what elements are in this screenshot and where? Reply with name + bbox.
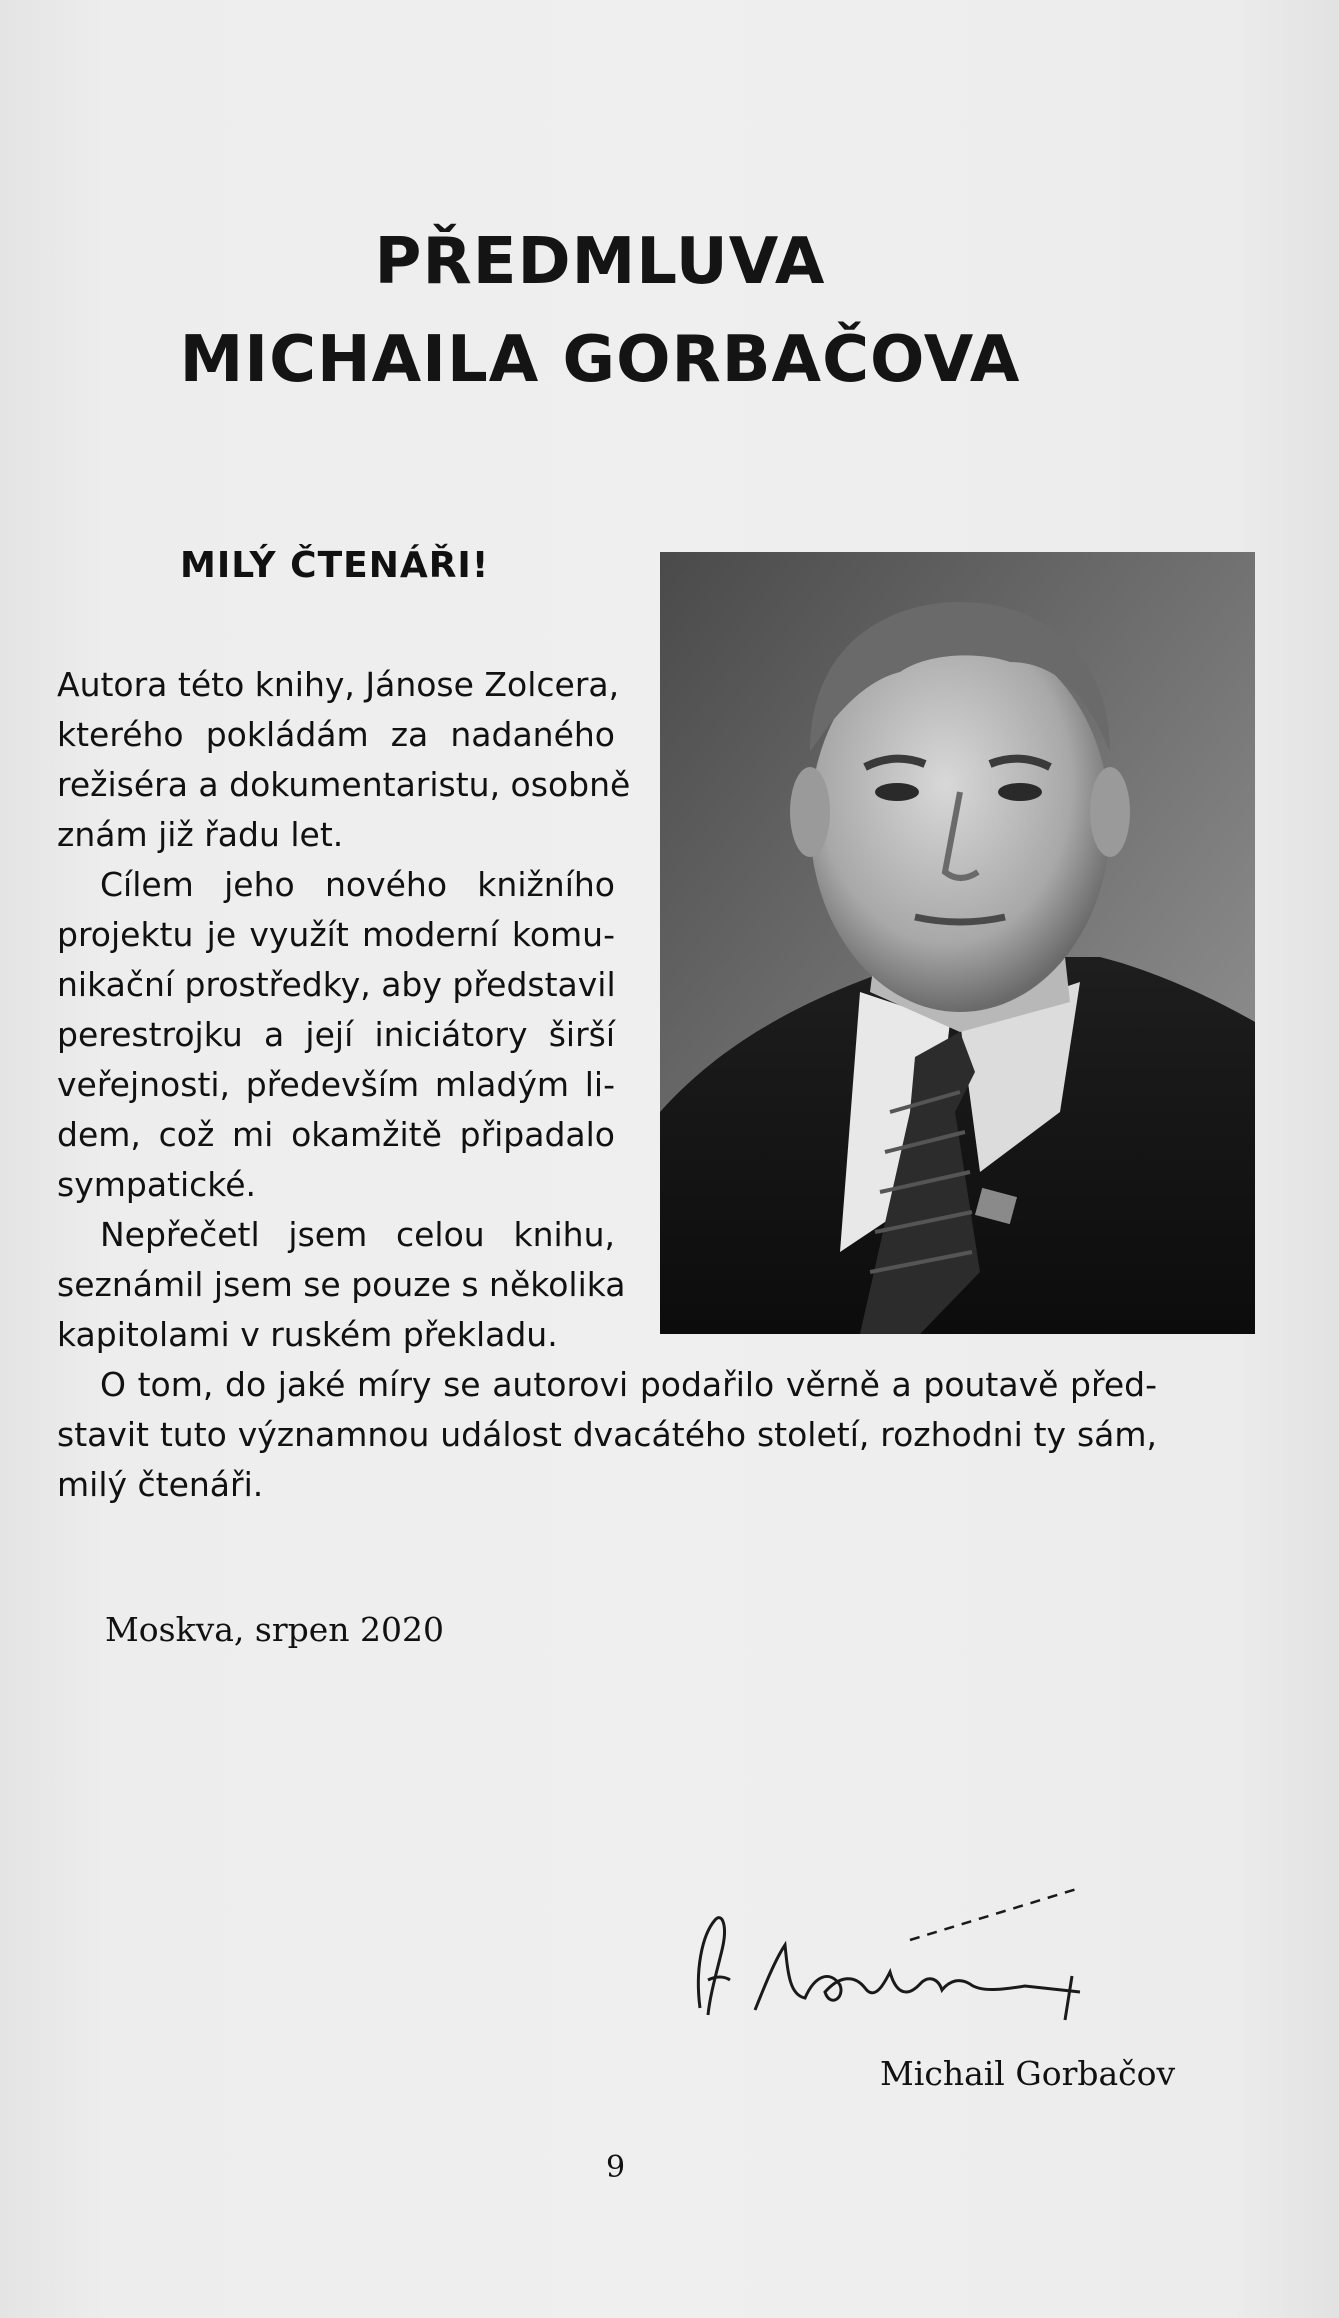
place-and-date: Moskva, srpen 2020 (105, 1610, 444, 1649)
body-line: projektu je využít moderní komu- (57, 915, 615, 954)
body-line: perestrojku a její iniciátory širší (57, 1015, 615, 1054)
body-line: Nepřečetl jsem celou knihu, (100, 1215, 615, 1254)
body-line: Cílem jeho nového knižního (100, 865, 615, 904)
body-line: stavit tuto významnou událost dvacátého století, rozhodni ty sám, (57, 1415, 1157, 1454)
body-line: režiséra a dokumentaristu, osobně (57, 765, 631, 804)
body-line: milý čtenáři. (57, 1465, 264, 1504)
body-line: kterého pokládám za nadaného (57, 715, 615, 754)
handwritten-signature (680, 1880, 1180, 2040)
page-number: 9 (606, 2150, 626, 2185)
page-title-line-2: MICHAILA GORBAČOVA (179, 323, 1021, 397)
portrait-illustration (660, 552, 1255, 1334)
signer-name: Michail Gorbačov (880, 2054, 1176, 2093)
body-line: sympatické. (57, 1165, 257, 1204)
body-line: dem, což mi okamžitě připadalo (57, 1115, 615, 1154)
page-title-line-1: PŘEDMLUVA (374, 225, 826, 299)
author-portrait-photo (660, 552, 1255, 1334)
body-line: nikační prostředky, aby představil (57, 965, 616, 1004)
body-line: seznámil jsem se pouze s několika (57, 1265, 626, 1304)
body-line: veřejnosti, především mladým li- (57, 1065, 615, 1104)
body-line: Autora této knihy, Jánose Zolcera, (57, 665, 620, 704)
body-line: znám již řadu let. (57, 815, 344, 854)
body-line: O tom, do jaké míry se autorovi podařilo věrně a poutavě před- (100, 1365, 1157, 1404)
body-line: kapitolami v ruském překladu. (57, 1315, 558, 1354)
greeting-heading: MILÝ ČTENÁŘI! (180, 545, 490, 586)
